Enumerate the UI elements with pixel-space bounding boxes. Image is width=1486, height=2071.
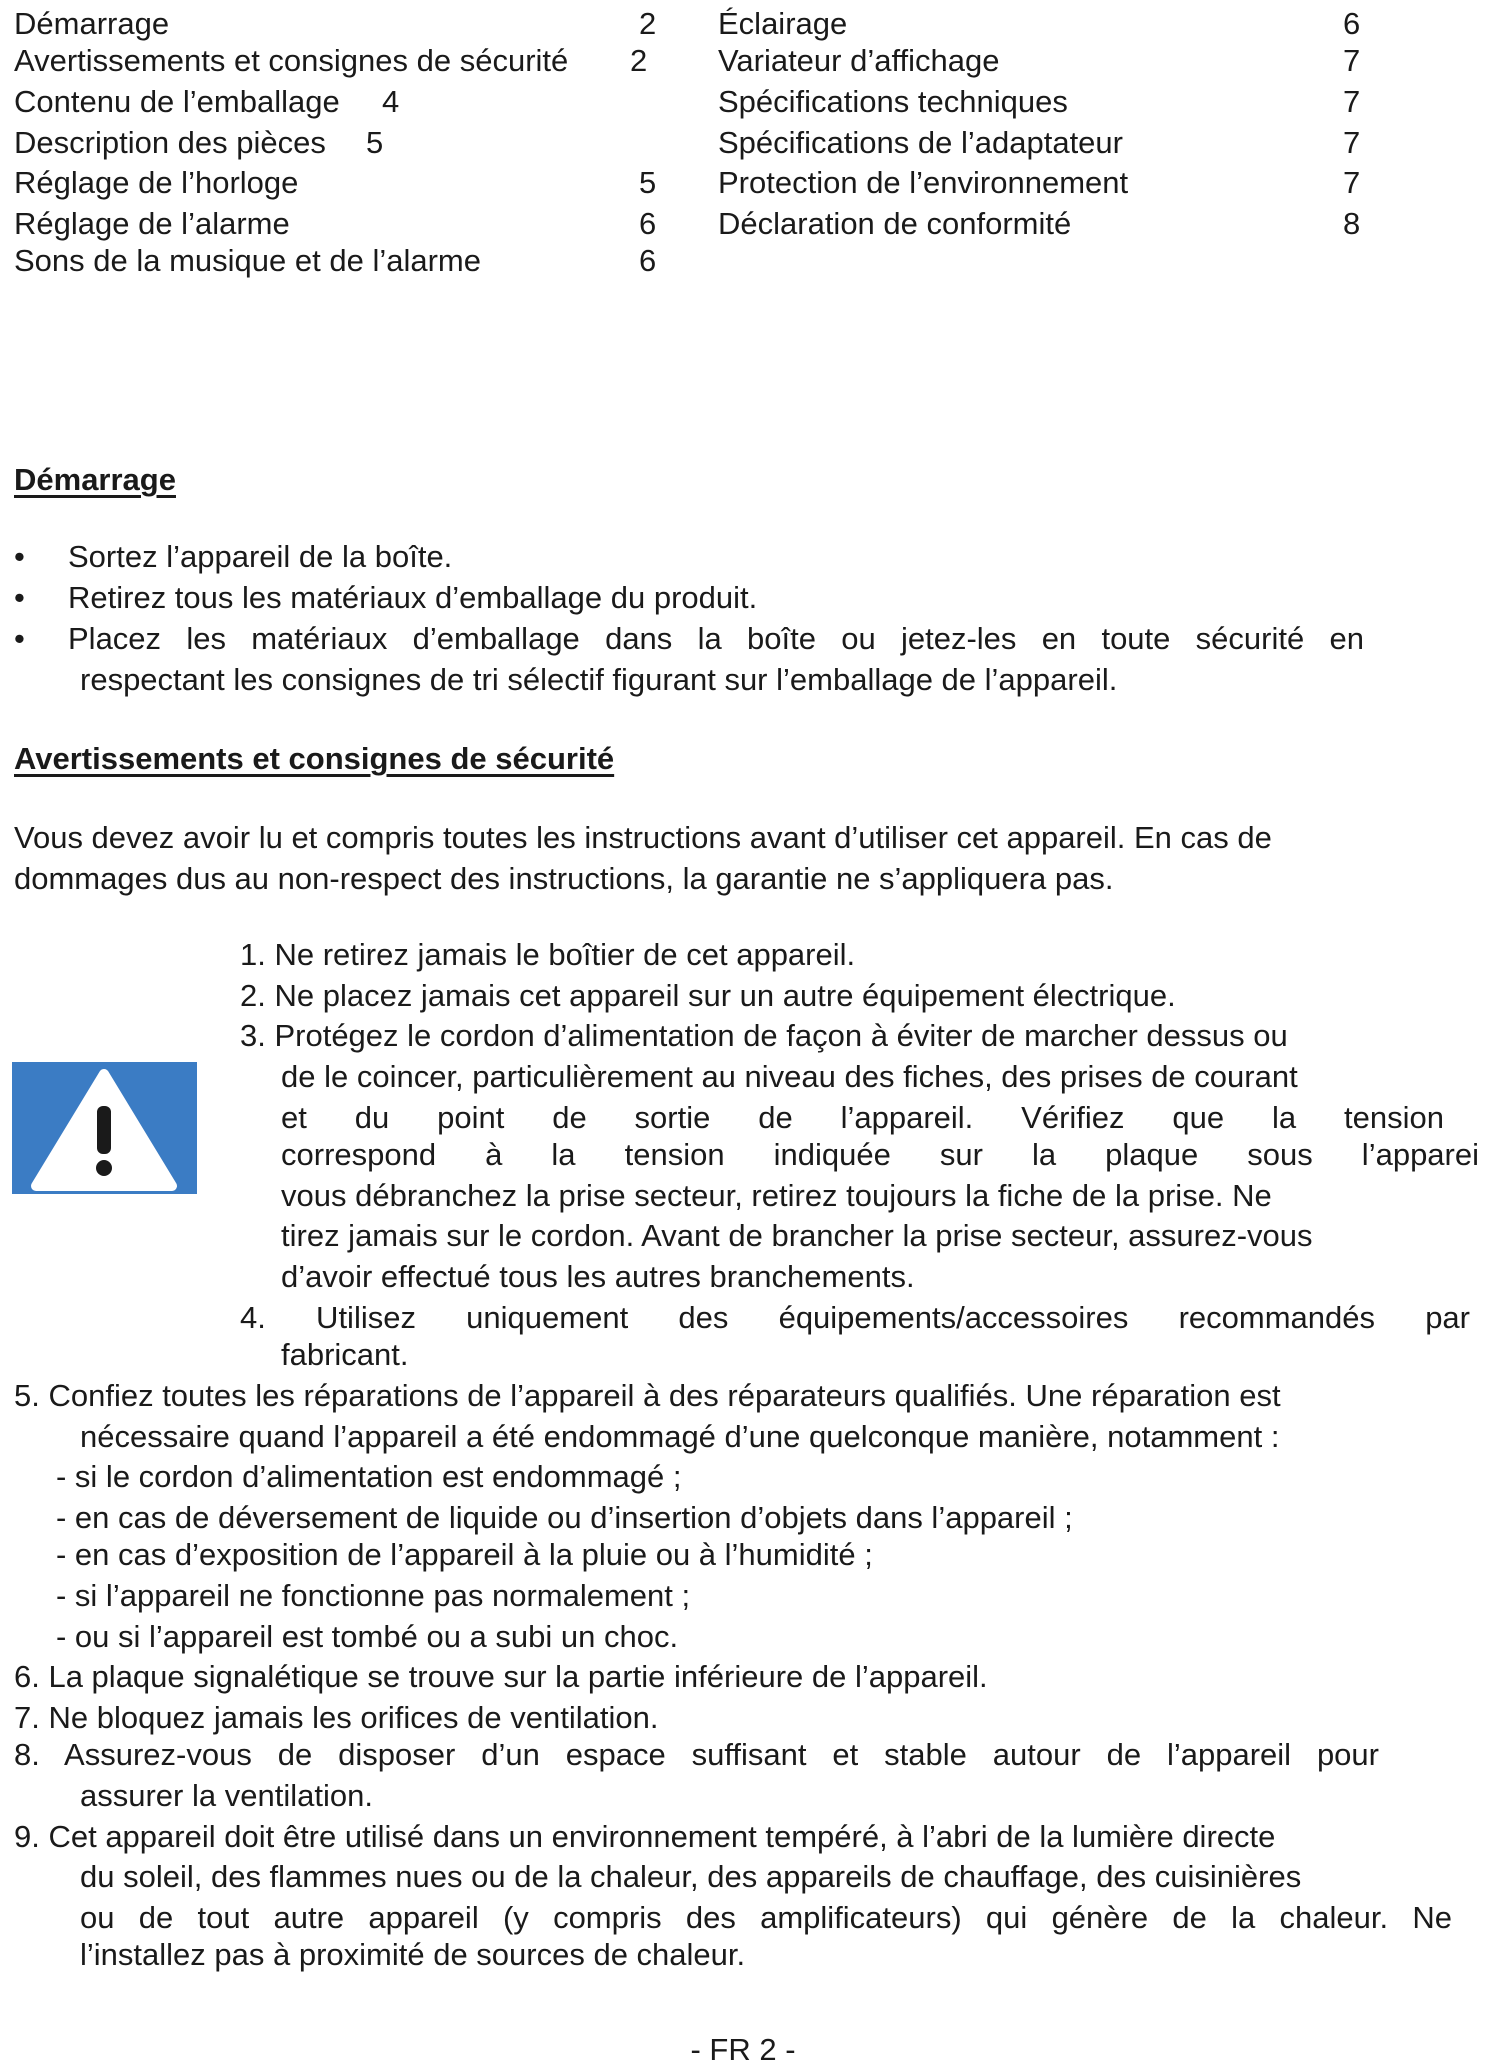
safety-item: 8. Assurez-vous de disposer d’un espace suffisant et stable autour de l’appareil pour [14, 1737, 1379, 1772]
toc-entry-label: Réglage de l’alarme [14, 206, 290, 241]
section-title-safety: Avertissements et consignes de sécurité [14, 741, 615, 776]
safety-subitem: - en cas d’exposition de l’appareil à la pluie ou à l’humidité ; [56, 1537, 873, 1572]
toc-entry-label: Spécifications techniques [718, 84, 1068, 119]
list-item: Retirez tous les matériaux d’emballage du produit. [68, 580, 758, 615]
safety-item-continuation: fabricant. [281, 1337, 409, 1372]
toc-entry-label: Réglage de l’horloge [14, 165, 299, 200]
page-number: - FR 2 - [690, 2032, 796, 2067]
toc-entry-label: Contenu de l’emballage [14, 84, 340, 119]
safety-item-continuation: tirez jamais sur le cordon. Avant de brancher la prise secteur, assurez-vous [281, 1218, 1313, 1253]
toc-entry-label: Spécifications de l’adaptateur [718, 125, 1123, 160]
safety-item-continuation: vous débranchez la prise secteur, retirez toujours la fiche de la prise. Ne [281, 1178, 1272, 1213]
toc-entry-page: 7 [1343, 125, 1361, 160]
toc-entry-page: 5 [366, 125, 384, 160]
safety-item: 3. Protégez le cordon d’alimentation de façon à éviter de marcher dessus ou [240, 1018, 1288, 1053]
toc-entry-label: Sons de la musique et de l’alarme [14, 243, 481, 278]
safety-item-continuation: nécessaire quand l’appareil a été endommagé d’une quelconque manière, notamment : [80, 1419, 1280, 1454]
toc-entry-page: 4 [382, 84, 400, 119]
toc-entry-page: 5 [639, 165, 657, 200]
safety-subitem: - si l’appareil ne fonctionne pas normalement ; [56, 1578, 691, 1613]
section-title-start: Démarrage [14, 462, 176, 497]
bullet-icon: • [14, 580, 25, 615]
safety-item: 6. La plaque signalétique se trouve sur la partie inférieure de l’appareil. [14, 1659, 988, 1694]
toc-entry-page: 6 [1343, 6, 1361, 41]
toc-entry-label: Déclaration de conformité [718, 206, 1072, 241]
toc-entry-page: 7 [1343, 165, 1361, 200]
safety-intro-line: Vous devez avoir lu et compris toutes les instructions avant d’utiliser cet appareil. En cas de [14, 820, 1272, 855]
toc-entry-page: 7 [1343, 43, 1361, 78]
warning-triangle-icon [12, 1062, 197, 1194]
safety-item-continuation: correspond à la tension indiquée sur la plaque sous l’apparei [281, 1137, 1479, 1172]
safety-subitem: - ou si l’appareil est tombé ou a subi un choc. [56, 1619, 679, 1654]
toc-entry-label: Éclairage [718, 6, 848, 41]
safety-item: 7. Ne bloquez jamais les orifices de ventilation. [14, 1700, 659, 1735]
safety-item-continuation: du soleil, des flammes nues ou de la chaleur, des appareils de chauffage, des cuisinières [80, 1859, 1302, 1894]
safety-item-continuation: l’installez pas à proximité de sources de chaleur. [80, 1937, 746, 1972]
safety-item: 5. Confiez toutes les réparations de l’appareil à des réparateurs qualifiés. Une réparation est [14, 1378, 1281, 1413]
safety-subitem: - en cas de déversement de liquide ou d’insertion d’objets dans l’appareil ; [56, 1500, 1073, 1535]
toc-entry-page: 2 [639, 6, 657, 41]
safety-item: 2. Ne placez jamais cet appareil sur un autre équipement électrique. [240, 978, 1176, 1013]
toc-entry-label: Démarrage [14, 6, 170, 41]
toc-entry-label: Protection de l’environnement [718, 165, 1129, 200]
bullet-icon: • [14, 621, 25, 656]
toc-entry-page: 8 [1343, 206, 1361, 241]
safety-item-continuation: d’avoir effectué tous les autres branchements. [281, 1259, 915, 1294]
warning-icon-tile [12, 1062, 197, 1194]
list-item-continuation: respectant les consignes de tri sélectif figurant sur l’emballage de l’appareil. [80, 662, 1118, 697]
list-item: Sortez l’appareil de la boîte. [68, 539, 453, 574]
bullet-icon: • [14, 539, 25, 574]
safety-item-continuation: assurer la ventilation. [80, 1778, 373, 1813]
toc-entry-page: 6 [639, 206, 657, 241]
safety-item-continuation: de le coincer, particulièrement au niveau des fiches, des prises de courant [281, 1059, 1298, 1094]
toc-entry-page: 2 [630, 43, 648, 78]
safety-item-continuation: ou de tout autre appareil (y compris des amplificateurs) qui génère de la chaleur. Ne [80, 1900, 1452, 1935]
safety-item: 9. Cet appareil doit être utilisé dans un environnement tempéré, à l’abri de la lumière directe [14, 1819, 1276, 1854]
list-item: Placez les matériaux d’emballage dans la boîte ou jetez-les en toute sécurité en [68, 621, 1364, 656]
safety-item: 4. Utilisez uniquement des équipements/accessoires recommandés par [240, 1300, 1470, 1335]
safety-item: 1. Ne retirez jamais le boîtier de cet appareil. [240, 937, 856, 972]
safety-subitem: - si le cordon d’alimentation est endommagé ; [56, 1459, 682, 1494]
toc-entry-label: Variateur d’affichage [718, 43, 1000, 78]
toc-entry-label: Description des pièces [14, 125, 326, 160]
toc-entry-label: Avertissements et consignes de sécurité [14, 43, 569, 78]
toc-entry-page: 7 [1343, 84, 1361, 119]
toc-entry-page: 6 [639, 243, 657, 278]
safety-item-continuation: et du point de sortie de l’appareil. Vérifiez que la tension [281, 1100, 1444, 1135]
safety-intro-line: dommages dus au non-respect des instructions, la garantie ne s’appliquera pas. [14, 861, 1114, 896]
